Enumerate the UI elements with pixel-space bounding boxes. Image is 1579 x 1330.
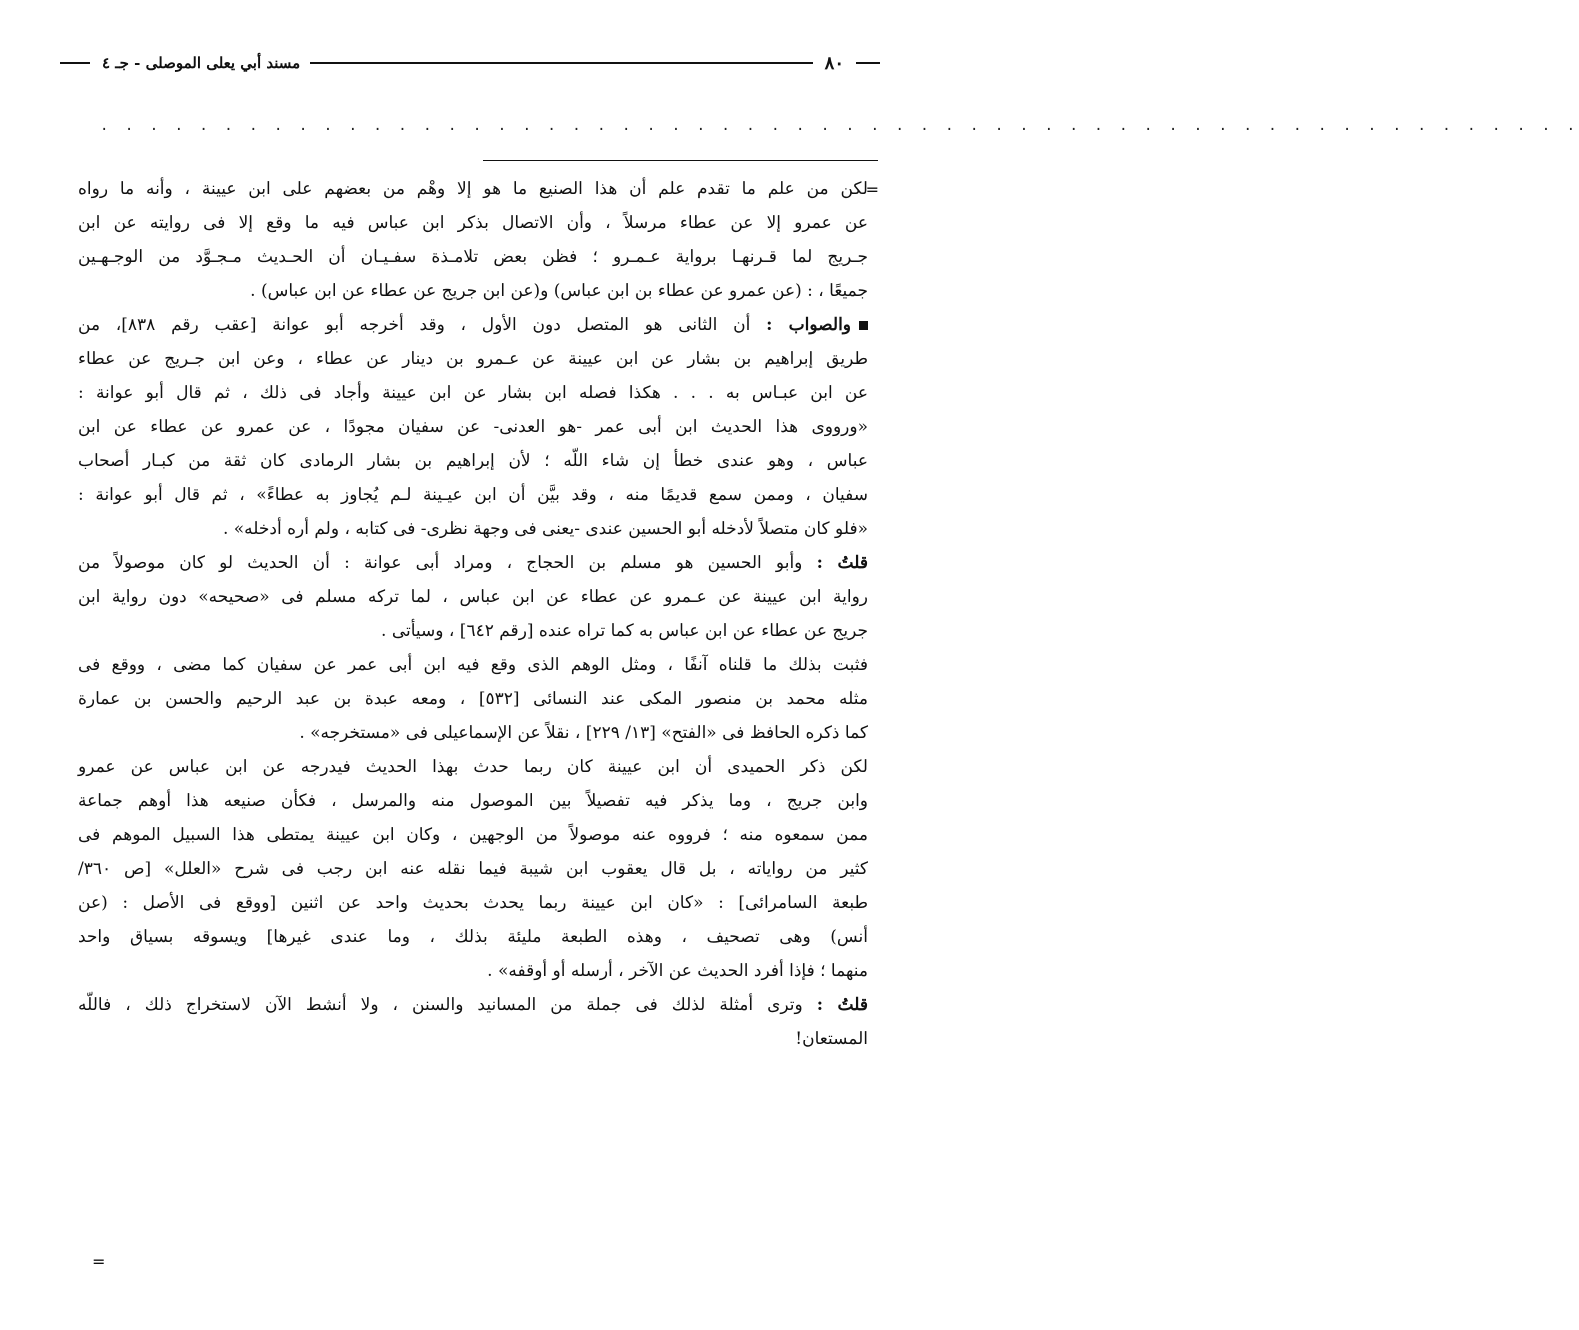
text-line: عباس ، وهو عندى خطأ إن شاء اللّه ؛ لأن إبراهيم بن بشار الرمادى كان ثقة من كبـار أصحاب — [78, 451, 868, 471]
text-line: كثير من رواياته ، بل قال يعقوب ابن شيبة فيما نقله عنه ابن رجب فى شرح «العلل» [ص ٣٦٠/ — [78, 859, 868, 879]
text-line: لكن من علم ما تقدم علم أن هذا الصنيع ما هو إلا وهْم من بعضهم على ابن عيينة ، وأنه ما رواه — [78, 179, 868, 199]
qultu-text: وأبو الحسين هو مسلم بن الحجاج ، ومراد أبى عوانة : أن الحديث لو كان موصولاً من — [78, 553, 803, 573]
text-line: جـريج لما قـرنهـا برواية عـمـرو ؛ فظن بعض تلامـذة سفـيـان أن الحـديث مـجـوَّد من الوجـهـين — [78, 247, 868, 267]
text-line: عن ابن عبـاس به . . . هكذا فصله ابن بشار عن ابن عيينة وأجاد فى ذلك ، ثم قال أبو عوانة : — [78, 383, 868, 403]
header-rule — [310, 62, 812, 64]
dotted-separator: . . . . . . . . . . . . . . . . . . . . . . . . . . . . . . . . . . . . . . . . . . . . . . . . . . . . . . . . . . . . — [100, 118, 1579, 134]
text-line: أنس) وهى تصحيف ، وهذه الطبعة مليئة بذلك ، وما عندى غيرها] ويسوقه بسياق واحد — [78, 927, 868, 947]
footnote-rule — [483, 160, 878, 161]
text-line: «فلو كان متصلاً لأدخله أبو الحسين عندى -يعنى فى وجهة نظرى- فى كتابه ، ولم أره أدخله» . — [222, 519, 868, 539]
running-title: مسند أبي يعلى الموصلى - جـ ٤ — [102, 54, 301, 72]
page-header — [60, 48, 880, 78]
text-line: «ورووى هذا الحديث ابن أبى عمر -هو العدنى- عن سفيان مجودًا ، عن عمرو عن عطاء عن ابن — [78, 417, 868, 437]
qultu-label: قلتُ : — [816, 553, 868, 573]
text-line: ممن سمعوه منه ؛ فرووه عنه موصولاً من الوجهين ، وكان ابن عيينة يمتطى هذا السبيل الموهم فى — [78, 825, 868, 845]
text-line: رواية ابن عيينة عن عـمرو عن عطاء عن ابن عباس ، لما تركه مسلم فى «صحيحه» دون رواية ابن — [78, 587, 868, 607]
text-line: مثله محمد بن منصور المكى عند النسائى [٥٣٢] ، ومعه عبدة بن عبد الرحيم والحسن بن عمارة — [78, 689, 868, 709]
text-line-qultu-2 — [78, 988, 868, 1022]
sawab-text: أن الثانى هو المتصل دون الأول ، وقد أخرجه أبو عوانة [عقب رقم ٨٣٨]، من — [78, 315, 751, 335]
text-line: المستعان! — [795, 1029, 868, 1049]
text-line: لكن ذكر الحميدى أن ابن عيينة كان ربما حدث بهذا الحديث فيدرجه عن ابن عباس عن عمرو — [78, 757, 868, 777]
text-line: طريق إبراهيم بن بشار عن ابن عيينة عن عـمرو بن دينار عن عطاء ، وعن ابن جـريج عن عطاء — [78, 349, 868, 369]
continuation-mark: = — [865, 180, 879, 199]
text-line: وابن جريج ، وما يذكر فيه تفصيلاً بين الموصول منه والمرسل ، فكأن صنيعه هذا أوهم جماعة — [78, 791, 868, 811]
qultu-label-2: قلتُ : — [816, 995, 868, 1015]
page-number: ٨٠ — [824, 52, 844, 74]
qultu-text-2: وترى أمثلة لذلك فى جملة من المسانيد والسنن ، ولا أنشط الآن لاستخراج ذلك ، فاللّه — [78, 995, 803, 1015]
continues-mark: = — [92, 1252, 106, 1271]
text-line-qultu — [78, 546, 868, 580]
text-line: منهما ؛ فإذا أفرد الحديث عن الآخر ، أرسله أو أوقفه» . — [487, 961, 868, 981]
header-dash-right — [856, 62, 880, 64]
sawab-label: والصواب : — [766, 315, 851, 335]
text-line: عن عمرو إلا عن عطاء مرسلاً ، وأن الاتصال بذكر ابن عباس فيه ما وقع إلا فى روايته عن ابن — [78, 213, 868, 233]
text-line: سفيان ، وممن سمع قديمًا منه ، وقد بيَّن أن ابن عيـينة لـم يُجاوز به عطاءً» ، ثم قال أبو عوانة : — [78, 485, 868, 505]
text-line: طبعة السامرائى] : «كان ابن عيينة ربما يحدث بحديث واحد عن اثنين [ووقع فى الأصل : (عن — [78, 893, 868, 913]
text-line-sawab — [78, 308, 868, 342]
text-line: فثبت بذلك ما قلناه آنفًا ، ومثل الوهم الذى وقع فيه ابن أبى عمر عن سفيان كما مضى ، ووقع فى — [78, 655, 868, 675]
square-bullet-icon — [859, 321, 868, 330]
header-dash-left — [60, 62, 90, 64]
footnote-body — [78, 172, 868, 1302]
text-line: جميعًا ، : (عن عمرو عن عطاء بن ابن عباس) و(عن ابن جريج عن عطاء عن ابن عباس) . — [250, 281, 868, 301]
text-line: جريج عن عطاء عن ابن عباس به كما تراه عنده [رقم ٦٤٢] ، وسيأتى . — [381, 621, 868, 641]
text-line: كما ذكره الحافظ فى «الفتح» [١٣/ ٢٢٩] ، نقلاً عن الإسماعيلى فى «مستخرجه» . — [299, 723, 868, 743]
